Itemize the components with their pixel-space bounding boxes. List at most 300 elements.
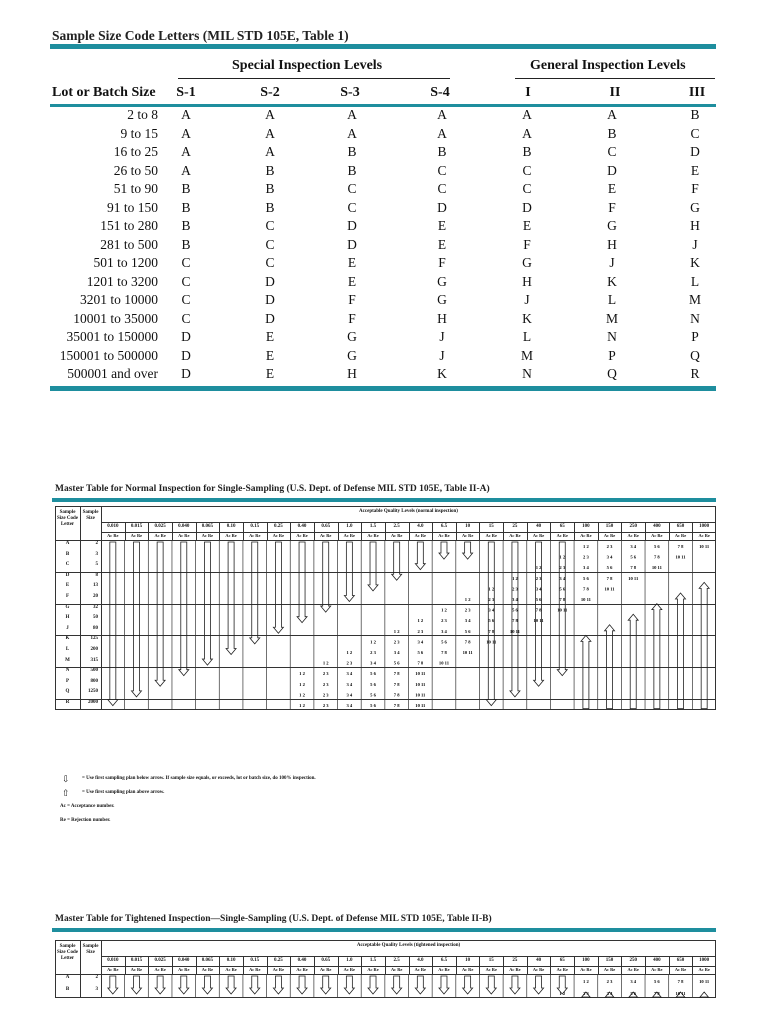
sample-size: 2 (95, 975, 98, 980)
code-letter: N (65, 668, 70, 674)
code-letter: P (65, 678, 70, 684)
arrow-down-icon (297, 542, 307, 623)
ac-re-value: 10 11 (675, 554, 686, 560)
table1-code-cell: L (522, 329, 532, 344)
aql-value: 15 (488, 524, 494, 529)
table1-code-cell: G (347, 347, 357, 363)
aql-value: 150 (605, 958, 614, 963)
ac-re-label: Ac Re (320, 533, 332, 538)
table1-bottom-rule (50, 386, 716, 391)
ac-re-value: 7 8 (535, 607, 542, 613)
table1-code-cell: L (607, 292, 617, 307)
ac-re-value: 3 4 (346, 702, 353, 708)
ac-re-value: 1 2 (346, 649, 353, 655)
ac-re-label: Ac Re (461, 533, 474, 538)
ac-re-label: Ac Re (509, 967, 521, 972)
table1-code-cell: A (265, 144, 275, 159)
table1-code-cell: E (265, 366, 275, 381)
aql-value: 10 (465, 524, 471, 529)
ac-re-value: 5 6 (441, 639, 447, 645)
table1-code-cell: A (181, 107, 191, 122)
sample-size: 1250 (88, 689, 98, 695)
aql-value: 0.010 (107, 958, 119, 963)
ac-re-value: 1 2 (559, 554, 566, 560)
table1-code-cell: A (437, 125, 447, 141)
ac-re-value: 7 8 (653, 554, 660, 560)
ac-re-value: 5 6 (393, 660, 400, 666)
ac-re-value: 1 2 (441, 607, 447, 613)
table1-col-header: S-1 (176, 85, 196, 100)
aql-value: 0.65 (321, 958, 331, 963)
aql-value: 1.0 (346, 524, 353, 529)
arrow-down-icon (392, 976, 402, 994)
sample-size: 5 (95, 562, 98, 568)
ac-re-value: 3 4 (346, 681, 353, 687)
ac-re-value: 1 2 (583, 979, 589, 984)
ac-re-value: 7 8 (393, 692, 400, 698)
ac-re-label: Ac Re (178, 967, 190, 972)
ac-re-label: Ac Re (651, 533, 663, 538)
table1-code-cell: A (607, 107, 617, 122)
aql-value: 10 (465, 958, 471, 963)
ac-re-label: Ac Re (414, 967, 426, 972)
ac-re-value: 3 4 (606, 991, 613, 996)
arrow-down-icon (510, 976, 520, 994)
table1-lot-size: 2 to 8 (127, 107, 158, 122)
ac-re-label: Ac Re (556, 967, 568, 972)
ac-re-value: 2 3 (488, 596, 495, 602)
aql-value: 6.5 (440, 524, 448, 529)
ac-re-label: Ac Re (201, 967, 214, 972)
table1-code-cell: Q (607, 366, 617, 381)
aql-value: 650 (676, 958, 685, 963)
ac-re-label: Ac Re (154, 967, 166, 972)
aql-value: 0.40 (297, 958, 307, 963)
table1-code-cell: A (181, 162, 191, 178)
ac-re-value: 3 4 (583, 565, 589, 571)
table1-code-cell: E (347, 273, 357, 289)
sample-size-header: Sample Size (82, 944, 99, 955)
table1-code-cell: D (265, 273, 275, 289)
sample-size: 50 (93, 615, 98, 621)
table1-general-underline (515, 78, 715, 79)
ac-re-value: 5 6 (559, 586, 566, 592)
arrow-up-icon (699, 582, 709, 708)
arrow-down-icon (486, 542, 496, 706)
arrow-up-icon (628, 614, 638, 708)
ac-re-value: 3 4 (441, 628, 447, 634)
ac-re-value: 5 6 (583, 575, 589, 581)
table1-code-cell: C (522, 181, 532, 196)
table1-code-cell: E (607, 181, 617, 196)
legend-item: Ac = Acceptance number. (60, 804, 115, 809)
table1-code-cell: M (605, 310, 618, 326)
aql-value: 2.5 (393, 524, 400, 529)
aql-value: 0.065 (201, 958, 214, 963)
table1-code-cell: E (437, 236, 447, 252)
table1-code-cell: C (181, 292, 191, 307)
table1-col-header: Lot or Batch Size (52, 85, 156, 100)
ac-re-value: 5 6 (653, 543, 660, 549)
aql-value: 0.040 (178, 524, 190, 529)
table1-code-cell: G (437, 273, 447, 289)
aql-value: 0.25 (274, 524, 283, 529)
ac-re-value: 1 2 (299, 692, 305, 698)
ac-re-value: 2 3 (346, 660, 353, 666)
table1-code-cell: B (181, 199, 191, 215)
ac-re-value: 5 6 (488, 618, 495, 624)
ac-re-value: 10 11 (462, 649, 473, 655)
sample-size: 32 (93, 604, 98, 610)
ac-re-value: 7 8 (606, 575, 613, 581)
table1-lot-size: 3201 to 10000 (79, 292, 158, 307)
ac-re-label: Ac Re (414, 533, 426, 538)
ac-re-label: Ac Re (367, 533, 379, 538)
ac-re-value: 3 4 (346, 671, 353, 677)
arrow-down-icon (108, 542, 118, 706)
code-letter: F (65, 594, 70, 599)
aql-value: 0.25 (274, 958, 283, 963)
table1-code-cell: C (347, 181, 357, 196)
ac-re-label: Ac Re (390, 533, 403, 538)
ac-re-value: 2 3 (583, 554, 589, 560)
table1-code-cell: C (690, 125, 700, 141)
ac-re-value: 3 4 (346, 692, 353, 698)
table1-col-header: S-4 (430, 85, 450, 100)
arrow-down-icon (297, 976, 307, 994)
ac-re-label: Ac Re (698, 533, 710, 538)
table1-code-cell: J (439, 347, 445, 363)
table1-code-cell: F (348, 292, 356, 307)
table1-code-cell: R (690, 366, 700, 381)
ac-re-value: 1 2 (464, 596, 471, 602)
code-letter: A (65, 975, 70, 980)
ac-re-value: 1 2 (535, 565, 542, 571)
aql-value: 0.065 (201, 524, 214, 529)
table1-col-header: II (609, 85, 621, 100)
code-letter: B (65, 551, 70, 557)
table1-code-cell: A (522, 125, 532, 141)
arrow-down-icon (202, 976, 212, 994)
ac-re-value: 5 6 (464, 628, 471, 634)
table1-code-cell: A (181, 125, 191, 141)
ac-re-label: Ac Re (249, 967, 261, 972)
ac-re-label: Ac Re (674, 533, 687, 538)
ac-re-label: Ac Re (296, 967, 308, 972)
ac-re-value: 7 8 (677, 543, 684, 549)
table1-code-cell: B (690, 107, 700, 122)
table1-col-header: S-3 (340, 85, 360, 100)
table1-title: Sample Size Code Letters (MIL STD 105E, Table 1) (52, 28, 349, 43)
table1-group-special: Special Inspection Levels (232, 58, 383, 73)
ac-re-value: 7 8 (559, 596, 566, 602)
ac-re-value: 7 8 (393, 671, 400, 677)
arrow-up-icon: ⇧ (62, 788, 70, 798)
table1-code-cell: D (181, 329, 191, 344)
aql-value: 6.5 (440, 958, 448, 963)
ac-re-value: 10 11 (415, 702, 426, 708)
table1-code-cell: F (523, 236, 531, 252)
table1-code-cell: L (690, 273, 700, 289)
ac-re-value: 3 4 (559, 575, 566, 581)
ac-re-value: 3 4 (630, 979, 637, 984)
aql-value: 1.0 (346, 958, 353, 963)
aql-value: 1000 (699, 958, 710, 963)
ac-re-label: Ac Re (343, 967, 356, 972)
sample-size: 200 (90, 647, 98, 652)
aql-value: 0.10 (226, 958, 236, 963)
table1-code-cell: C (347, 199, 357, 215)
ac-re-label: Ac Re (201, 533, 214, 538)
table1-code-cell: K (522, 310, 532, 326)
ac-re-label: Ac Re (461, 967, 474, 972)
aql-header: Acceptable Quality Levels (tightened inspection) (356, 943, 461, 948)
ac-re-value: 5 6 (606, 565, 613, 571)
code-letter: Q (65, 689, 70, 695)
ac-re-value: 10 11 (628, 575, 639, 581)
ac-re-value: 7 8 (630, 565, 637, 571)
table1-lot-size: 51 to 90 (113, 181, 158, 196)
aql-value: 0.025 (154, 958, 166, 963)
ac-re-label: Ac Re (272, 967, 285, 972)
ac-re-value: 7 8 (653, 991, 660, 996)
table1-code-cell: J (524, 292, 530, 307)
sample-size: 20 (93, 594, 98, 599)
table1-code-cell: D (347, 218, 357, 233)
aql-value: 400 (653, 958, 661, 963)
table1-code-cell: E (437, 218, 447, 233)
table1-code-cell: B (347, 162, 357, 178)
arrow-down-icon: ⇩ (62, 774, 70, 784)
arrow-up-icon (605, 625, 615, 709)
table1-code-cell: C (265, 218, 275, 233)
ac-re-value: 7 8 (488, 628, 495, 634)
aql-value: 65 (559, 958, 565, 963)
ac-re-value: 5 6 (630, 554, 637, 560)
ac-re-label: Ac Re (532, 533, 545, 538)
table3-arrow-grid (101, 974, 716, 998)
table1-code-cell: C (607, 144, 617, 159)
ac-re-label: Ac Re (698, 967, 710, 972)
ac-re-label: Ac Re (272, 533, 285, 538)
table1-code-cell: N (522, 366, 532, 381)
arrow-down-icon (155, 542, 165, 686)
table1-code-cell: Q (690, 347, 700, 363)
aql-value: 250 (629, 958, 637, 963)
table1-code-cell: A (181, 144, 191, 159)
table1-code-cell: K (690, 255, 700, 270)
ac-re-value: 5 6 (370, 671, 376, 677)
ac-re-label: Ac Re (651, 967, 663, 972)
ac-re-value: 10 11 (438, 660, 450, 666)
ac-re-value: 5 6 (512, 607, 518, 613)
ac-re-value: 10 11 (509, 628, 520, 634)
ac-re-label: Ac Re (154, 533, 166, 538)
table1-col-header: III (688, 85, 706, 100)
ac-re-value: 7 8 (677, 979, 684, 984)
table1-col-header: S-2 (260, 85, 280, 100)
table1-code-cell: E (690, 162, 700, 178)
arrow-down-icon (273, 542, 283, 633)
table1-code-cell: J (692, 236, 698, 252)
arrow-down-icon (368, 542, 378, 591)
ac-re-value: 1 2 (322, 660, 329, 666)
ac-re-value: 1 2 (299, 671, 305, 677)
arrow-down-icon (534, 976, 544, 994)
table1-code-cell: D (607, 162, 617, 178)
ac-re-label: Ac Re (627, 967, 639, 972)
ac-re-label: Ac Re (107, 533, 119, 538)
arrow-down-icon (250, 976, 260, 994)
table1-code-cell: A (437, 107, 447, 122)
ac-re-label: Ac Re (225, 533, 237, 538)
table1-lot-size: 500001 and over (67, 366, 158, 381)
ac-re-value: 2 3 (393, 639, 400, 645)
ac-re-label: Ac Re (390, 967, 403, 972)
ac-re-label: Ac Re (532, 967, 545, 972)
aql-value: 0.025 (154, 524, 166, 529)
arrow-down-icon (108, 976, 118, 994)
ac-re-value: 2 3 (322, 681, 329, 687)
table1-code-cell: C (265, 236, 275, 252)
arrow-down-icon (463, 542, 473, 559)
ac-re-label: Ac Re (509, 533, 521, 538)
table1-code-cell: G (607, 218, 617, 233)
arrow-down-icon (415, 542, 425, 570)
ac-re-value: 10 11 (699, 979, 710, 984)
table1-code-cell: C (437, 162, 447, 178)
table1-code-cell: F (438, 255, 446, 270)
table1-code-cell: H (347, 366, 357, 381)
arrow-down-icon (202, 542, 212, 665)
table1-code-cell: F (348, 310, 356, 326)
code-letter: G (65, 604, 70, 610)
table1-group-general: General Inspection Levels (530, 58, 686, 73)
table1-col-header: I (525, 85, 531, 100)
ac-re-label: Ac Re (556, 533, 568, 538)
aql-value: 0.015 (130, 958, 143, 963)
ac-re-label: Ac Re (438, 533, 450, 538)
code-letter: H (65, 615, 70, 621)
ac-re-value: 5 6 (535, 596, 542, 602)
aql-value: 4.0 (417, 958, 424, 963)
aql-value: 0.040 (178, 958, 190, 963)
ac-re-value: 2 3 (606, 979, 613, 984)
table1-code-cell: B (265, 199, 275, 215)
sample-size-header: Sample Size (82, 510, 99, 521)
arrow-down-icon (321, 976, 331, 994)
sample-size: 2000 (88, 700, 98, 705)
aql-value: 65 (559, 524, 565, 529)
sample-size: 2 (95, 541, 98, 546)
table2-title: Master Table for Normal Inspection for Single-Sampling (U.S. Dept. of Defense MIL STD 105E, Table II-A) (55, 484, 490, 494)
ac-re-value: 1 2 (370, 639, 376, 645)
ac-re-value: 2 3 (322, 692, 329, 698)
table1-code-cell: A (265, 125, 275, 141)
table1-code-cell: B (265, 181, 275, 196)
ac-re-value: 1 2 (417, 618, 424, 624)
arrow-down-icon (486, 976, 496, 994)
ac-re-value: 3 4 (630, 543, 637, 549)
code-letter: K (65, 636, 70, 642)
table1-code-cell: B (347, 144, 357, 159)
ac-re-value: 3 4 (512, 596, 518, 602)
aql-header: Acceptable Quality Levels (normal inspection) (359, 509, 458, 514)
table1-code-cell: G (690, 199, 700, 215)
table1-code-cell: B (437, 144, 447, 159)
ac-re-label: Ac Re (603, 967, 616, 972)
table1-code-cell: B (522, 144, 532, 159)
ac-re-value: 5 6 (370, 692, 376, 698)
arrow-down-icon (321, 542, 331, 612)
ac-re-value: 1 2 (488, 586, 495, 592)
table1-code-cell: K (437, 366, 447, 381)
arrow-down-icon (273, 976, 283, 994)
ac-re-value: 1 2 (583, 543, 589, 549)
ac-re-value: 7 8 (583, 586, 589, 592)
ac-re-label: Ac Re (485, 533, 497, 538)
ac-re-value: 1 2 (559, 991, 566, 996)
ac-re-value: 5 6 (417, 649, 424, 655)
ac-re-label: Ac Re (130, 967, 143, 972)
ac-re-label: Ac Re (580, 533, 592, 538)
table1-code-cell: D (522, 199, 532, 215)
ac-re-value: 3 4 (488, 607, 495, 613)
ac-re-value: 2 3 (559, 565, 566, 571)
aql-value: 40 (536, 524, 542, 529)
aql-value: 0.40 (297, 524, 307, 529)
ac-re-label: Ac Re (674, 967, 687, 972)
ac-re-value: 1 2 (299, 702, 305, 708)
ac-re-value: 10 11 (699, 543, 710, 549)
arrow-up-icon (652, 604, 662, 709)
table1-code-cell: J (439, 329, 445, 344)
table1-lot-size: 16 to 25 (113, 144, 158, 159)
table1-code-cell: N (607, 329, 617, 344)
ac-re-value: 5 6 (370, 681, 376, 687)
sample-size: 8 (95, 572, 98, 578)
code-letter: M (65, 657, 70, 663)
table1-code-cell: H (607, 236, 617, 252)
ac-re-value: 2 3 (535, 575, 542, 581)
ac-re-value: 2 3 (417, 628, 424, 634)
code-letter: J (66, 625, 69, 631)
table1-code-cell: M (688, 292, 701, 307)
ac-re-value: 3 4 (370, 660, 376, 666)
table1-lot-size: 35001 to 150000 (66, 329, 158, 344)
ac-re-value: 10 11 (415, 692, 426, 698)
sample-size: 800 (90, 678, 98, 684)
ac-re-value: 5 6 (653, 979, 660, 984)
arrow-down-icon (368, 976, 378, 994)
table1-code-cell: G (522, 255, 532, 270)
ac-re-value: 2 3 (322, 702, 329, 708)
sample-size: 3 (95, 987, 98, 992)
table1-code-cell: A (347, 125, 357, 141)
ac-re-value: 5 6 (370, 702, 376, 708)
aql-value: 0.10 (226, 524, 236, 529)
table1-code-cell: P (608, 347, 616, 363)
aql-value: 1.5 (369, 958, 377, 963)
table1-code-cell: E (347, 255, 357, 270)
ac-re-value: 3 4 (393, 649, 400, 655)
ac-re-label: Ac Re (627, 533, 639, 538)
arrow-down-icon (131, 976, 141, 994)
ac-re-label: Ac Re (485, 967, 497, 972)
table1-code-cell: G (437, 292, 447, 307)
table1-code-cell: B (181, 218, 191, 233)
aql-value: 25 (512, 958, 518, 963)
